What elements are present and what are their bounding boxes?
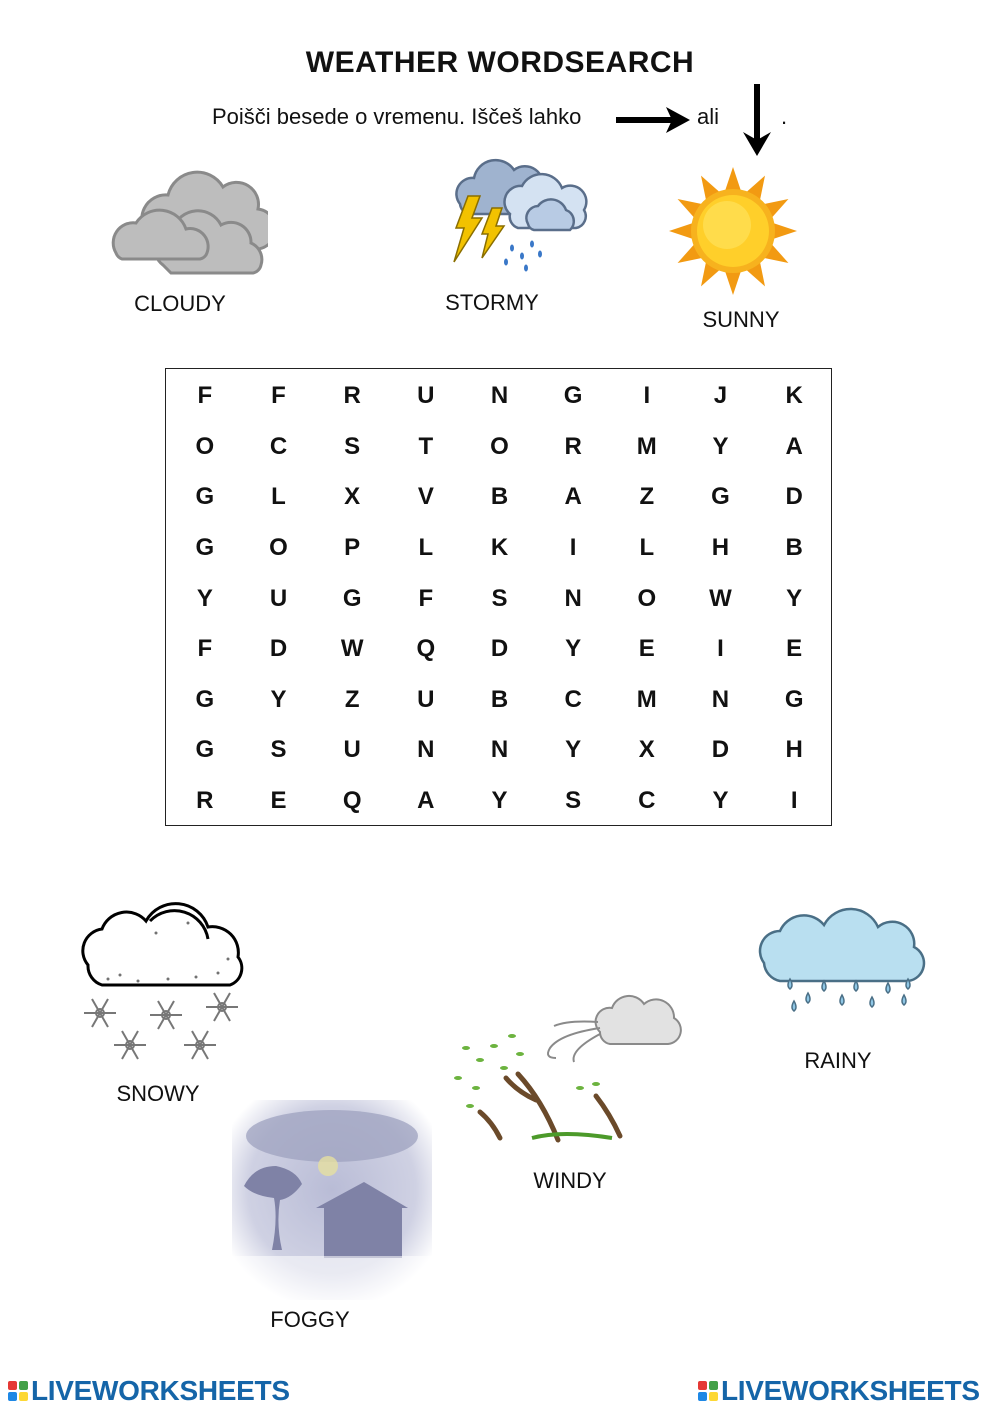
grid-letter-cell[interactable]: O bbox=[269, 534, 288, 562]
grid-letter-cell[interactable]: U bbox=[417, 382, 435, 410]
grid-letter-cell[interactable]: O bbox=[490, 432, 509, 460]
grid-letter-cell[interactable]: G bbox=[784, 685, 804, 713]
grid-letter-cell[interactable]: Y bbox=[712, 432, 729, 460]
grid-letter-cell[interactable]: Y bbox=[491, 787, 508, 815]
grid-letter-cell[interactable]: T bbox=[418, 432, 434, 460]
grid-letter-cell[interactable]: L bbox=[418, 534, 434, 562]
grid-letter-cell[interactable]: G bbox=[711, 483, 730, 511]
grid-letter-cell[interactable]: C bbox=[269, 432, 288, 460]
grid-row bbox=[168, 725, 831, 776]
grid-row bbox=[168, 776, 831, 827]
grid-row bbox=[168, 675, 831, 726]
grid-letter-cell[interactable]: U bbox=[269, 584, 288, 612]
foggy-label: FOGGY bbox=[270, 1307, 350, 1332]
brand-left-text: LIVEWORKSHEETS bbox=[31, 1375, 290, 1406]
rain-icon bbox=[750, 897, 930, 1019]
grid-letter-cell[interactable]: E bbox=[786, 635, 803, 663]
grid-letter-cell[interactable]: U bbox=[343, 736, 361, 764]
grid-letter-cell[interactable]: X bbox=[344, 483, 361, 511]
grid-row bbox=[168, 573, 831, 624]
grid-letter-cell[interactable]: F bbox=[197, 635, 213, 663]
grid-letter-cell[interactable]: N bbox=[490, 736, 509, 764]
wind-icon bbox=[440, 988, 690, 1148]
grid-letter-cell[interactable]: O bbox=[637, 584, 657, 612]
grid-letter-cell[interactable]: W bbox=[340, 635, 364, 663]
grid-letter-cell[interactable]: G bbox=[195, 534, 215, 562]
grid-letter-cell[interactable]: Q bbox=[342, 787, 362, 815]
grid-row bbox=[168, 523, 831, 574]
grid-letter-cell[interactable]: N bbox=[417, 736, 435, 764]
grid-letter-cell[interactable]: R bbox=[196, 787, 214, 815]
grid-letter-cell[interactable]: L bbox=[639, 534, 655, 562]
grid-letter-cell[interactable]: O bbox=[195, 432, 215, 460]
grid-row bbox=[168, 624, 831, 675]
instruction-end: . bbox=[781, 104, 788, 129]
grid-letter-cell[interactable]: L bbox=[271, 483, 286, 511]
grid-letter-cell[interactable]: Y bbox=[712, 787, 729, 815]
grid-letter-cell[interactable]: N bbox=[490, 382, 509, 410]
grid-letter-cell[interactable]: G bbox=[195, 736, 215, 764]
grid-letter-cell[interactable]: D bbox=[711, 736, 730, 764]
snow-icon bbox=[68, 893, 254, 1073]
wordsearch-table bbox=[168, 371, 831, 826]
grid-letter-cell[interactable]: X bbox=[638, 736, 655, 764]
instruction-text: Poišči besede o vremenu. Iščeš lahko bbox=[212, 104, 582, 129]
grid-letter-cell[interactable]: V bbox=[417, 483, 434, 511]
grid-letter-cell[interactable]: N bbox=[564, 584, 582, 612]
wordsearch-grid bbox=[165, 368, 832, 826]
grid-letter-cell[interactable]: N bbox=[711, 685, 730, 713]
fog-icon bbox=[232, 1100, 432, 1300]
grid-letter-cell[interactable]: P bbox=[344, 534, 361, 562]
grid-letter-cell[interactable]: Y bbox=[565, 736, 582, 764]
grid-letter-cell[interactable]: Y bbox=[565, 635, 582, 663]
brand-left bbox=[8, 1375, 290, 1407]
grid-letter-cell[interactable]: C bbox=[564, 685, 582, 713]
grid-letter-cell[interactable]: U bbox=[417, 685, 435, 713]
cloudy-icon bbox=[108, 165, 268, 277]
grid-letter-cell[interactable]: G bbox=[195, 685, 215, 713]
grid-letter-cell[interactable]: D bbox=[269, 635, 288, 663]
grid-letter-cell[interactable]: I bbox=[569, 534, 577, 562]
brand-right bbox=[698, 1375, 980, 1407]
grid-letter-cell[interactable]: D bbox=[785, 483, 803, 511]
arrow-right-icon bbox=[614, 104, 692, 136]
grid-row bbox=[168, 472, 831, 523]
grid-letter-cell[interactable]: B bbox=[490, 685, 509, 713]
windy-label: WINDY bbox=[533, 1168, 607, 1193]
grid-letter-cell[interactable]: Y bbox=[786, 584, 803, 612]
grid-letter-cell[interactable]: M bbox=[636, 685, 657, 713]
liveworksheets-logo-icon bbox=[8, 1381, 28, 1401]
grid-letter-cell[interactable]: Y bbox=[196, 584, 213, 612]
grid-letter-cell[interactable]: I bbox=[717, 635, 724, 663]
grid-letter-cell[interactable]: Z bbox=[344, 685, 360, 713]
grid-letter-cell[interactable]: G bbox=[563, 382, 583, 410]
grid-letter-cell[interactable]: Q bbox=[416, 635, 436, 663]
grid-letter-cell[interactable]: E bbox=[638, 635, 655, 663]
storm-icon bbox=[440, 152, 592, 274]
grid-letter-cell[interactable]: S bbox=[491, 584, 508, 612]
sunny-label: SUNNY bbox=[702, 307, 780, 332]
grid-letter-cell[interactable]: J bbox=[713, 382, 728, 410]
grid-letter-cell[interactable]: H bbox=[711, 534, 730, 562]
page-title: WEATHER WORDSEARCH bbox=[305, 46, 695, 79]
grid-letter-cell[interactable]: E bbox=[270, 787, 287, 815]
grid-letter-cell[interactable]: F bbox=[197, 382, 213, 410]
sun-icon bbox=[665, 163, 801, 299]
grid-letter-cell[interactable]: S bbox=[344, 432, 361, 460]
stormy-label: STORMY bbox=[445, 290, 539, 315]
grid-row bbox=[168, 422, 831, 473]
grid-letter-cell[interactable]: S bbox=[565, 787, 582, 815]
grid-letter-cell[interactable]: B bbox=[490, 483, 509, 511]
instruction-or: ali bbox=[697, 104, 720, 129]
grid-letter-cell[interactable]: S bbox=[270, 736, 287, 764]
grid-letter-cell[interactable]: Y bbox=[270, 685, 287, 713]
cloudy-label: CLOUDY bbox=[134, 291, 226, 316]
arrow-down-icon bbox=[740, 82, 774, 158]
grid-row bbox=[168, 371, 831, 422]
grid-letter-cell[interactable]: A bbox=[564, 483, 582, 511]
grid-letter-cell[interactable]: W bbox=[709, 584, 732, 612]
grid-letter-cell[interactable]: G bbox=[342, 584, 362, 612]
grid-letter-cell[interactable]: K bbox=[490, 534, 509, 562]
grid-letter-cell[interactable]: B bbox=[785, 534, 803, 562]
grid-letter-cell[interactable]: I bbox=[790, 787, 798, 815]
rainy-label: RAINY bbox=[804, 1048, 872, 1073]
grid-letter-cell[interactable]: G bbox=[195, 483, 215, 511]
grid-letter-cell[interactable]: H bbox=[785, 736, 803, 764]
snowy-label: SNOWY bbox=[116, 1081, 200, 1106]
grid-letter-cell[interactable]: F bbox=[418, 584, 434, 612]
brand-right-text: LIVEWORKSHEETS bbox=[721, 1375, 980, 1406]
grid-letter-cell[interactable]: R bbox=[564, 432, 582, 460]
grid-letter-cell[interactable]: R bbox=[343, 382, 361, 410]
liveworksheets-logo-icon bbox=[698, 1381, 718, 1401]
grid-letter-cell[interactable]: K bbox=[785, 382, 803, 410]
grid-letter-cell[interactable]: C bbox=[638, 787, 656, 815]
grid-letter-cell[interactable]: I bbox=[643, 382, 651, 410]
grid-letter-cell[interactable]: Z bbox=[639, 483, 655, 511]
grid-letter-cell[interactable]: A bbox=[785, 432, 803, 460]
grid-letter-cell[interactable]: M bbox=[636, 432, 657, 460]
grid-letter-cell[interactable]: F bbox=[271, 382, 286, 410]
grid-letter-cell[interactable]: A bbox=[417, 787, 435, 815]
grid-letter-cell[interactable]: D bbox=[490, 635, 509, 663]
